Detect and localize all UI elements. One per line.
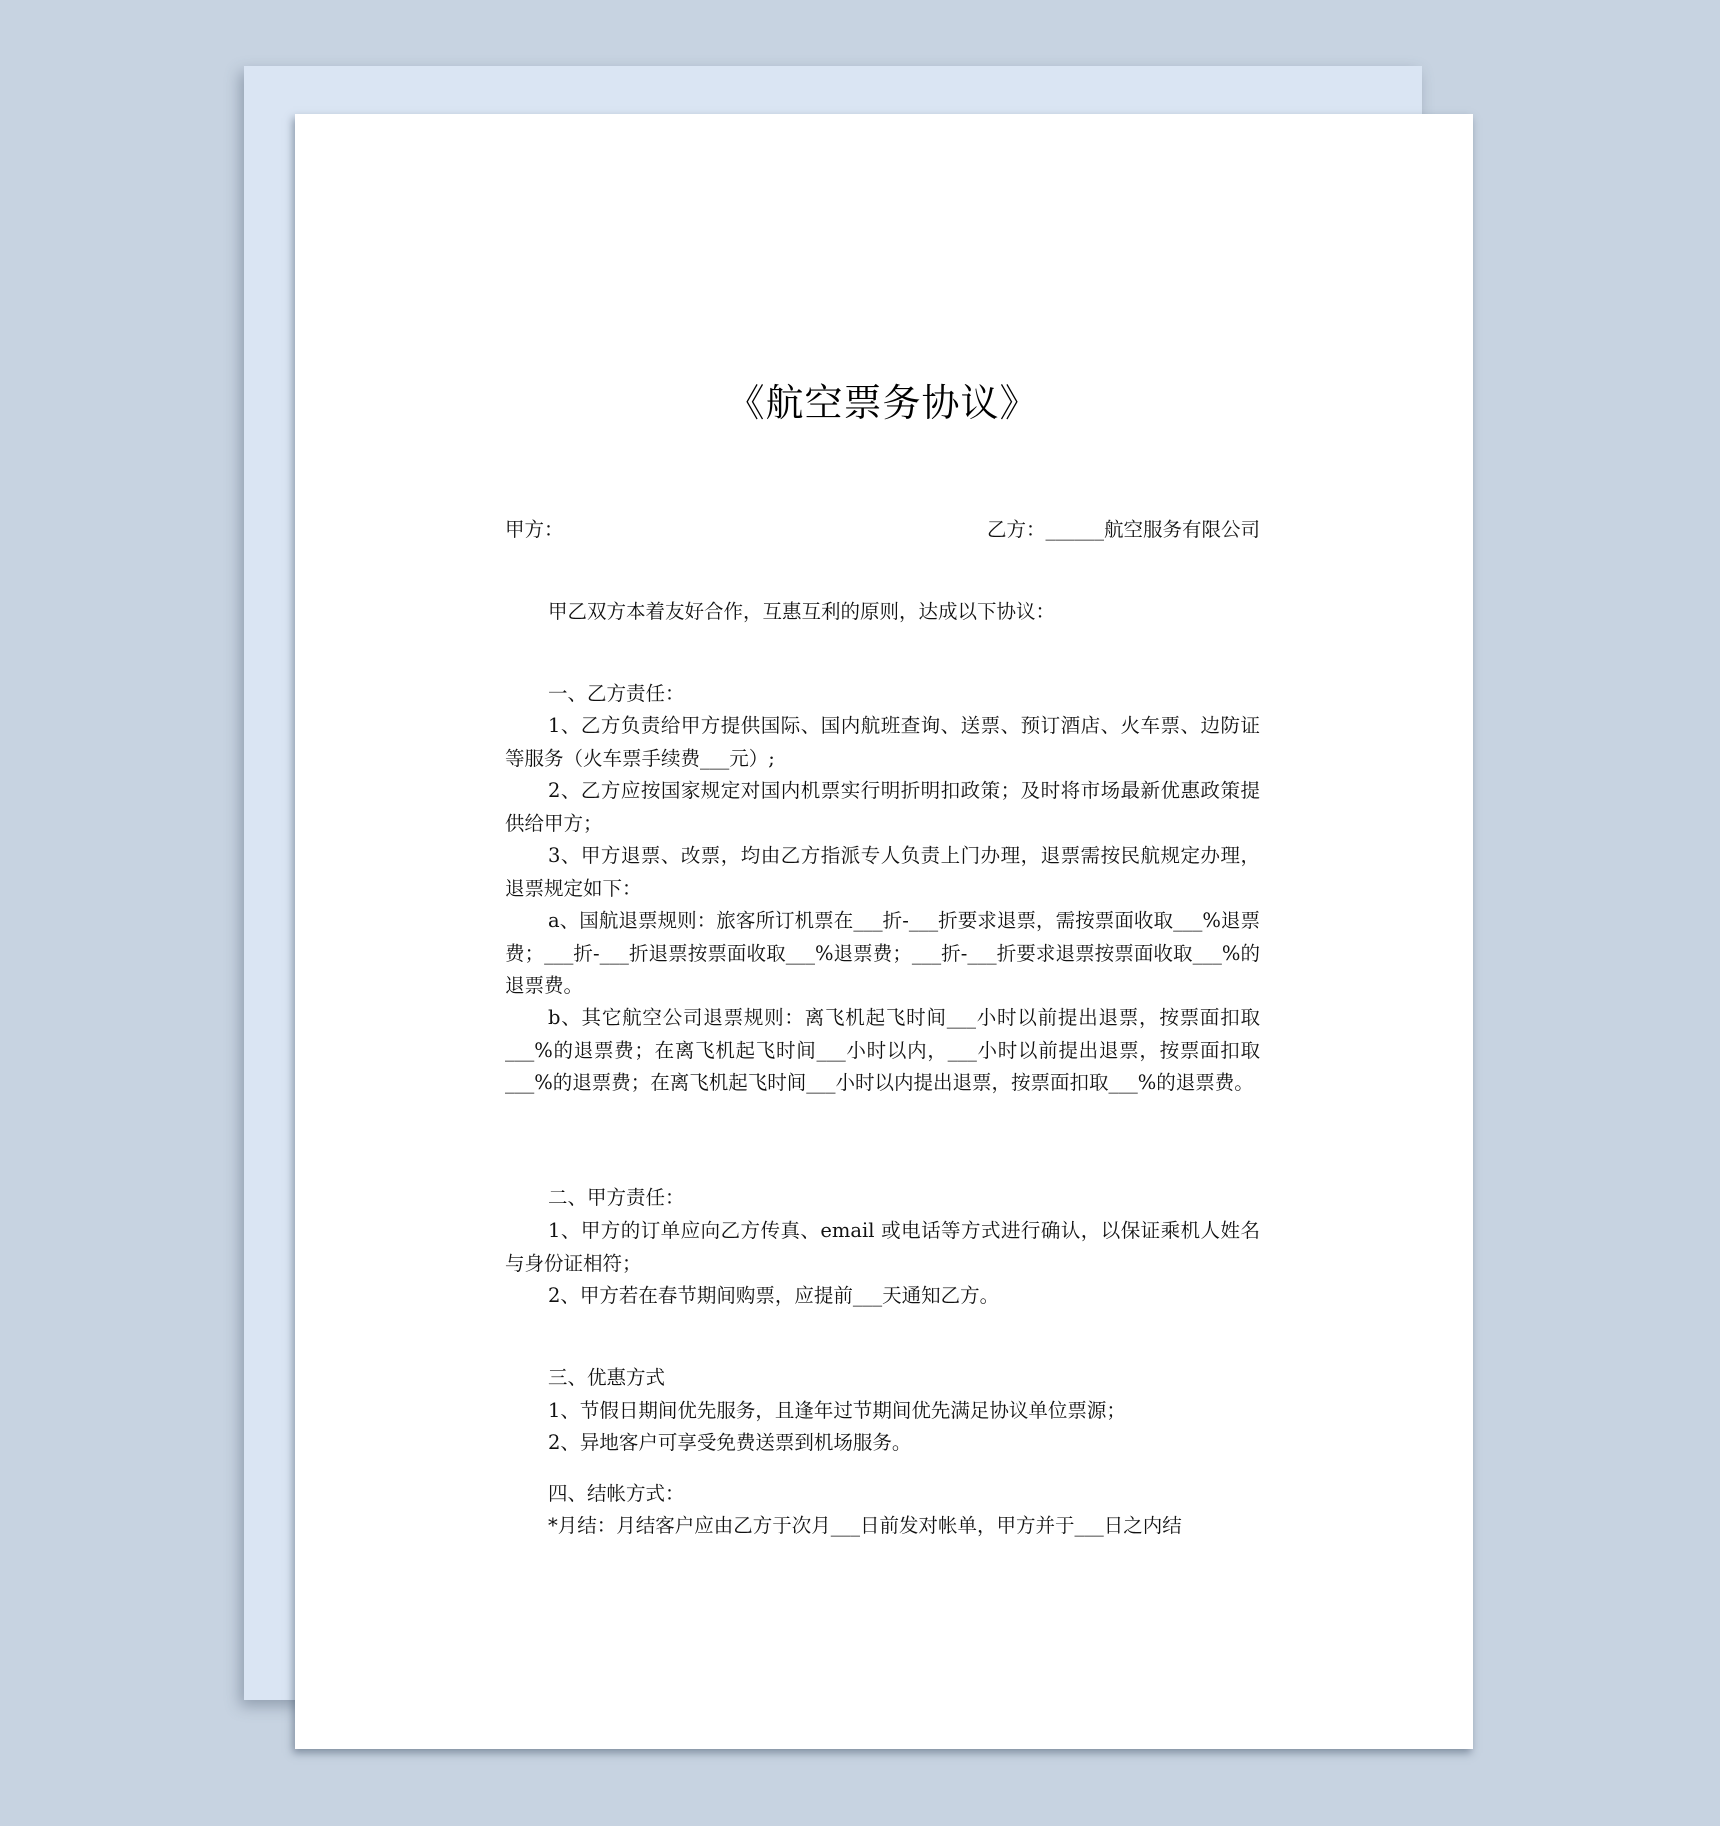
party-a-label: 甲方： [505, 518, 564, 541]
section-heading-2: 二、甲方责任： [548, 1186, 685, 1209]
section-1-paragraph-2: 2、乙方应按国家规定对国内机票实行明折明扣政策；及时将市场最新优惠政策提供给甲方； [505, 779, 1260, 835]
parties-line [505, 514, 1260, 546]
section-heading-4: 四、结帐方式： [548, 1482, 685, 1505]
document-page [295, 114, 1473, 1749]
section-heading-3: 三、优惠方式 [548, 1366, 666, 1389]
party-b-label: 乙方：______航空服务有限公司 [986, 518, 1260, 541]
section-3-paragraph-1: 1、节假日期间优先服务，且逢年过节期间优先满足协议单位票源； [548, 1399, 1126, 1422]
section-heading-1: 一、乙方责任： [548, 682, 685, 705]
section-3-paragraph-2: 2、异地客户可享受免费送票到机场服务。 [548, 1431, 912, 1454]
section-2-paragraph-1: 1、甲方的订单应向乙方传真、email 或电话等方式进行确认，以保证乘机人姓名与身份证相符； [505, 1219, 1260, 1275]
section-1-rule-a: a、国航退票规则：旅客所订机票在___折-___折要求退票，需按票面收取___%退票费；___折-___折退票按票面收取___%退票费；___折-___折要求退票按票面收取___%的退票费。 [505, 909, 1260, 997]
section-2-paragraph-2: 2、甲方若在春节期间购票，应提前___天通知乙方。 [548, 1284, 1000, 1307]
intro-paragraph: 甲乙双方本着友好合作，互惠互利的原则，达成以下协议： [548, 600, 1056, 623]
section-1-paragraph-3: 3、甲方退票、改票，均由乙方指派专人负责上门办理，退票需按民航规定办理，退票规定如下： [505, 844, 1260, 900]
section-1-rule-b: b、其它航空公司退票规则：离飞机起飞时间___小时以前提出退票，按票面扣取___%的退票费；在离飞机起飞时间___小时以内，___小时以前提出退票，按票面扣取___%的退票费；在离飞机起飞时间___小时以内提出退票，按票面扣取___%的退票费。 [505, 1006, 1260, 1094]
section-4-paragraph-1: *月结：月结客户应由乙方于次月___日前发对帐单，甲方并于___日之内结 [548, 1514, 1182, 1537]
section-1-paragraph-1: 1、乙方负责给甲方提供国际、国内航班查询、送票、预订酒店、火车票、边防证等服务（火车票手续费___元）; [505, 714, 1260, 770]
document-title: 《航空票务协议》 [726, 381, 1039, 425]
